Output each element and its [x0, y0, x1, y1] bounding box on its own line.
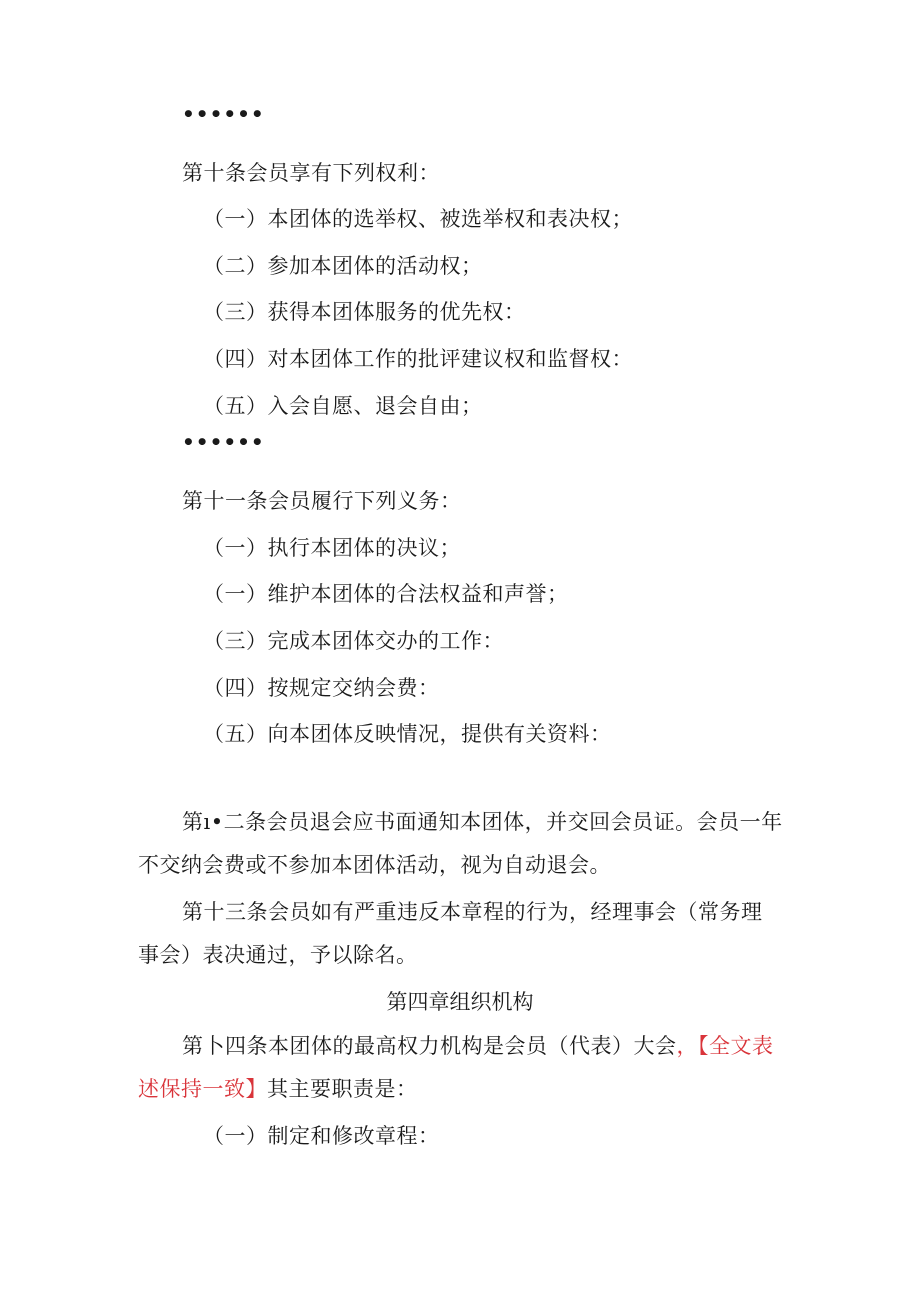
article-14-annotation-part-2: 述保持一致】 — [138, 1077, 267, 1101]
article-14-line-1-text: 第卜四条本团体的最高权力机构是会员（代表）大会 — [182, 1034, 677, 1058]
article-14-line-2-text: 其主要职责是： — [267, 1077, 418, 1101]
article-10-item-5: （五）入会自愿、退会自由； — [203, 394, 483, 418]
article-11-item-3: （三）完成本团体交办的工作： — [203, 629, 504, 653]
article-14-line-2 — [138, 1076, 418, 1102]
article-13-line-2: 事会）表决通过，予以除名。 — [138, 943, 418, 967]
article-10-item-2: （二）参加本团体的活动权； — [203, 254, 483, 278]
article-11-item-1: （一）执行本团体的决议； — [203, 536, 461, 560]
article-12-line-2: 不交纳会费或不参加本团体活动，视为自动退会。 — [138, 853, 611, 877]
article-10-item-1: （一）本团体的选举权、被选举权和表决权； — [203, 207, 633, 231]
article-13-line-1: 第十三条会员如有严重违反本章程的行为，经理事会（常务理 — [182, 900, 763, 924]
article-12-line-1: 第ı•二条会员退会应书面通知本团体，并交回会员证。会员一年 — [182, 810, 783, 834]
article-14-item-1: （一）制定和修改章程： — [203, 1124, 440, 1148]
article-11-item-5: （五）向本团体反映情况，提供有关资料： — [203, 722, 612, 746]
article-11-item-2: （一）维护本团体的合法权益和声誉； — [203, 582, 569, 606]
article-14-line-1 — [182, 1033, 774, 1059]
article-11-item-4: （四）按规定交纳会费： — [203, 676, 440, 700]
ellipsis-marker-1: •••••• — [182, 102, 265, 126]
article-10-item-3: （三）获得本团体服务的优先权： — [203, 300, 526, 324]
ellipsis-marker-2: •••••• — [182, 430, 265, 454]
article-14-annotation-part-1: ，【全文表 — [676, 1034, 774, 1058]
article-10-heading: 第十条会员享有下列权利： — [182, 161, 440, 185]
chapter-4-title: 第四章组织机构 — [386, 990, 534, 1014]
article-10-item-4: （四）对本团体工作的批评建议权和监督权： — [203, 347, 633, 371]
article-11-heading: 第十一条会员履行下列义务： — [182, 489, 462, 513]
